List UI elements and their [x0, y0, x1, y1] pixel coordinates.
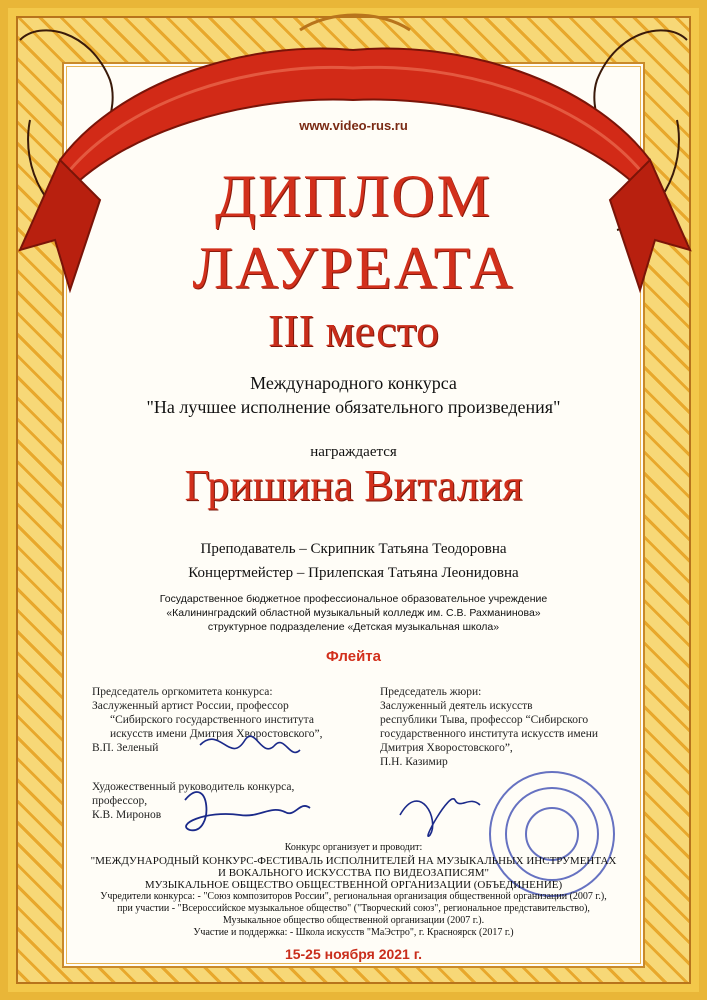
support-line: Участие и поддержка: - Школа искусств "МаЭстро", г. Красноярск (2017 г.)	[193, 927, 514, 938]
instrument-label: Флейта	[325, 648, 381, 665]
sign-title: Заслуженный артист России, профессор	[92, 700, 289, 712]
sign-title: “Сибирского государственного института	[110, 714, 314, 726]
organizer-name-3: МУЗЫКАЛЬНОЕ ОБЩЕСТВО ОБЩЕСТВЕННОЙ ОРГАНИЗАЦИИ (ОБЪЕДИНЕНИЕ)	[144, 879, 563, 891]
place-label: III место	[267, 305, 440, 356]
sign-role: Художественный руководитель конкурса,	[92, 781, 295, 793]
institution-line-1: Государственное бюджетное профессиональное образовательное учреждение	[159, 593, 548, 605]
organizer-heading: Конкурс организует и проводит:	[284, 842, 423, 853]
sign-role: Председатель оргкомитета конкурса:	[92, 686, 273, 698]
sign-title: Заслуженный деятель искусств	[380, 700, 533, 712]
participation-line: при участии - "Всероссийское музыкальное общество" ("Творческий союз", региональное представительство),	[117, 903, 590, 914]
sign-role: Председатель жюри:	[380, 686, 482, 698]
sign-name: В.П. Зеленый	[92, 742, 159, 754]
signature-zelenyi	[200, 736, 300, 752]
organizer-name-1: "МЕЖДУНАРОДНЫЙ КОНКУРС-ФЕСТИВАЛЬ ИСПОЛНИТЕЛЕЙ НА МУЗЫКАЛЬНЫХ ИНСТРУМЕНТАХ	[90, 855, 617, 867]
awarded-label: награждается	[310, 444, 397, 460]
contest-line-1: Международного конкурса	[250, 373, 457, 393]
sign-title: профессор,	[92, 795, 148, 807]
contest-dates: 15-25 ноября 2021 г.	[284, 946, 423, 962]
laureate-name: Гришина Виталия	[184, 461, 523, 510]
organizer-name-2: И ВОКАЛЬНОГО ИСКУССТВА ПО ВИДЕОЗАПИСЯМ"	[218, 867, 489, 879]
sign-title: Дмитрия Хворостовского”,	[380, 742, 513, 754]
accompanist-line: Концертмейстер – Прилепская Татьяна Леонидовна	[188, 565, 519, 581]
teacher-line: Преподаватель – Скрипник Татьяна Теодоровна	[200, 541, 507, 557]
sign-name: П.Н. Казимир	[380, 756, 448, 768]
society-line: Музыкальное общество общественной организации (2007 г.).	[222, 915, 485, 926]
signature-mironov	[185, 792, 310, 830]
sign-title: искусств имени Дмитрия Хворостовского”,	[110, 728, 323, 740]
institution-line-3: структурное подразделение «Детская музыкальная школа»	[207, 621, 500, 633]
sign-title: республики Тыва, профессор “Сибирского	[380, 714, 589, 726]
founders-line: Учредители конкурса: - "Союз композиторов России", региональная организация общественной организации (2007 г.),	[100, 891, 607, 902]
contest-line-2: "На лучшее исполнение обязательного произведения"	[146, 397, 561, 417]
website-url: www.video-rus.ru	[299, 118, 408, 133]
sign-title: государственного института искусств имени	[380, 728, 599, 740]
diploma-subtitle: ЛАУРЕАТА	[192, 235, 515, 301]
sign-name: К.В. Миронов	[92, 809, 162, 821]
signature-kazimir	[400, 799, 480, 836]
institution-line-2: «Калининградский областной музыкальный колледж им. С.В. Рахманинова»	[166, 607, 541, 619]
diploma-title: ДИПЛОМ	[215, 163, 492, 229]
